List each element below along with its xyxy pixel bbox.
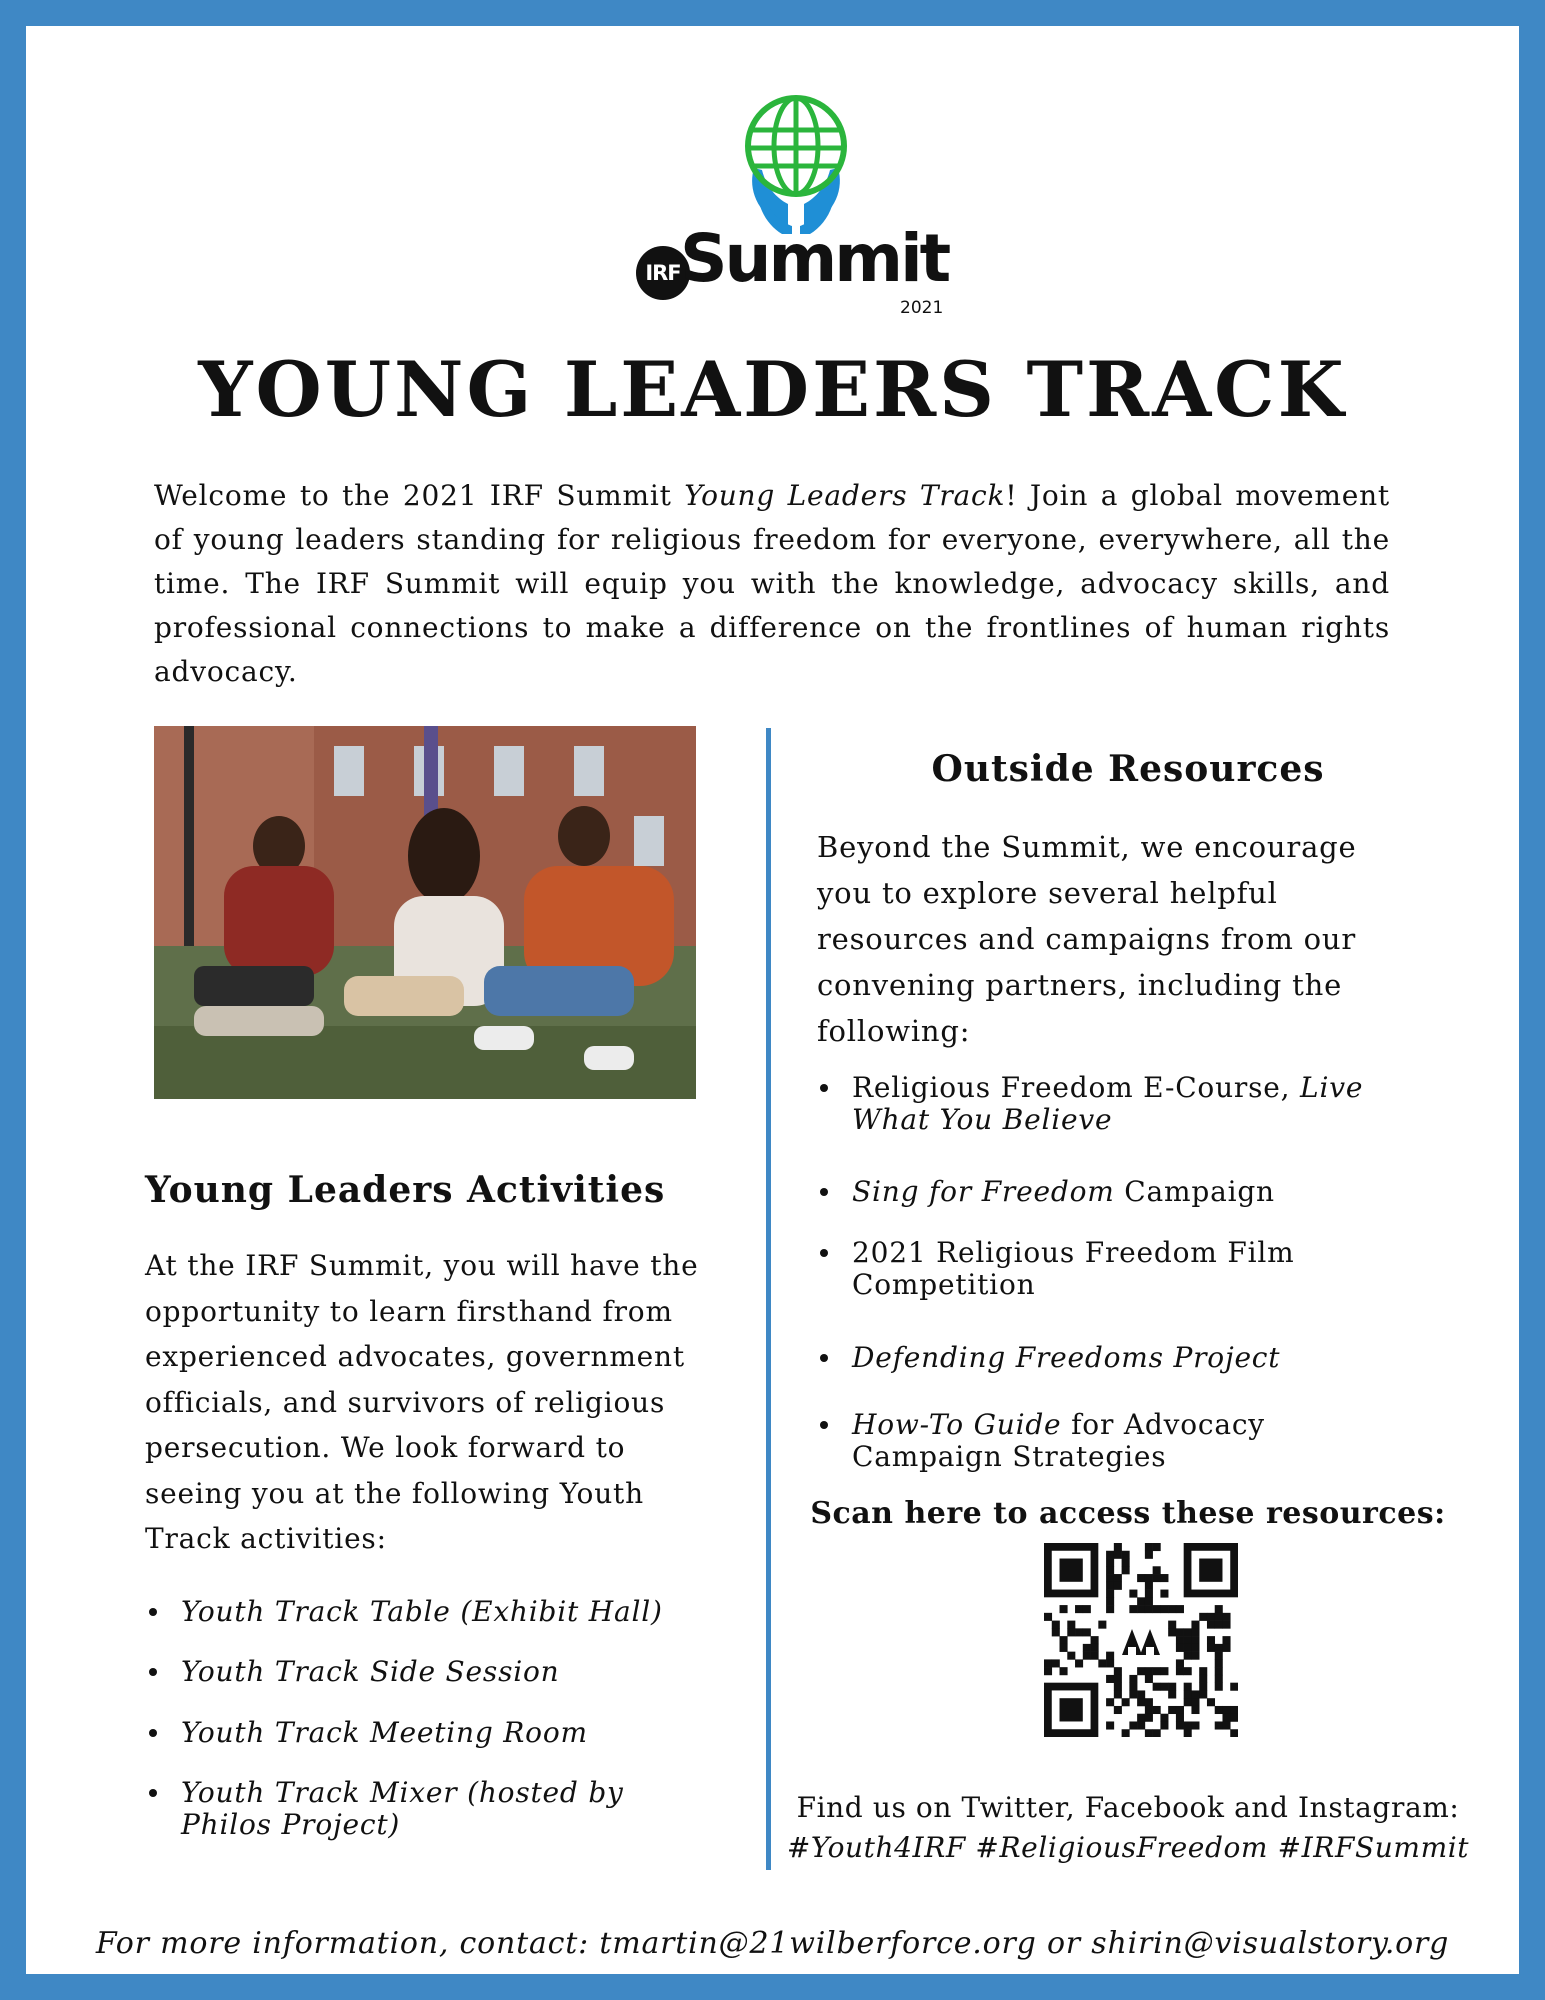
list-item: Defending Freedoms Project [852, 1342, 1412, 1374]
flyer-page [26, 26, 1519, 1974]
page-title: YOUNG LEADERS TRACK [198, 345, 1347, 434]
list-item: Sing for Freedom Campaign [852, 1176, 1412, 1208]
bullet-icon [820, 1421, 828, 1429]
logo-year: 2021 [900, 298, 944, 318]
bullet-icon [820, 1188, 828, 1196]
column-divider [766, 728, 771, 1870]
bullet-icon [820, 1084, 828, 1092]
logo-wordmark: Summit [680, 220, 949, 297]
bullet-icon [149, 1668, 157, 1676]
list-item: 2021 Religious Freedom Film Competition [852, 1237, 1372, 1301]
resources-text: Beyond the Summit, we encourage you to explore several helpful resources and campaigns from our convening partners, including the following: [817, 830, 1357, 1048]
students-photo [154, 726, 696, 1099]
bullet-icon [149, 1608, 157, 1616]
intro-lead: Welcome to the 2021 IRF Summit [154, 479, 685, 512]
intro-emphasis: Young Leaders Track [684, 479, 1006, 512]
qr-code[interactable] [1044, 1543, 1238, 1737]
list-item: Youth Track Mixer (hosted by Philos Project) [181, 1777, 651, 1841]
hashtags: #Youth4IRF #ReligiousFreedom #IRFSummit [786, 1831, 1470, 1864]
scan-label: Scan here to access these resources: [810, 1496, 1446, 1531]
list-item: Youth Track Meeting Room [181, 1717, 701, 1749]
activities-heading: Young Leaders Activities [145, 1169, 666, 1211]
intro-paragraph [154, 474, 1390, 694]
intro-rest: ! Join a global movement of young leaders standing for religious freedom for everyone, everywhere, all the time. The IRF Summit will equip you with the knowledge, advocacy skills, and professional connections to make a difference on the frontlines of human rights advocacy. [154, 479, 1390, 688]
contact-footer: For more information, contact: tmartin@21wilberforce.org or shirin@visualstory.org [95, 1926, 1450, 1961]
bullet-icon [820, 1249, 828, 1257]
activities-text: At the IRF Summit, you will have the opportunity to learn firsthand from experienced advocates, government officials, and survivors of religious persecution. We look forward to seeing you at the following Youth Track activities: [145, 1249, 699, 1555]
resources-heading: Outside Resources [931, 748, 1325, 790]
list-item: Religious Freedom E-Course, Live What You Believe [852, 1072, 1412, 1136]
logo-irf-badge: IRF [636, 246, 690, 300]
social-line: Find us on Twitter, Facebook and Instagram: [796, 1791, 1460, 1824]
globe-in-hands-icon [636, 86, 956, 236]
bullet-icon [149, 1789, 157, 1797]
list-item: How-To Guide for Advocacy Campaign Strategies [852, 1409, 1322, 1473]
list-item: Youth Track Table (Exhibit Hall) [181, 1596, 701, 1628]
bullet-icon [149, 1729, 157, 1737]
irf-summit-logo [636, 86, 956, 326]
social-block [778, 1788, 1478, 1868]
list-item: Youth Track Side Session [181, 1656, 701, 1688]
bullet-icon [820, 1354, 828, 1362]
